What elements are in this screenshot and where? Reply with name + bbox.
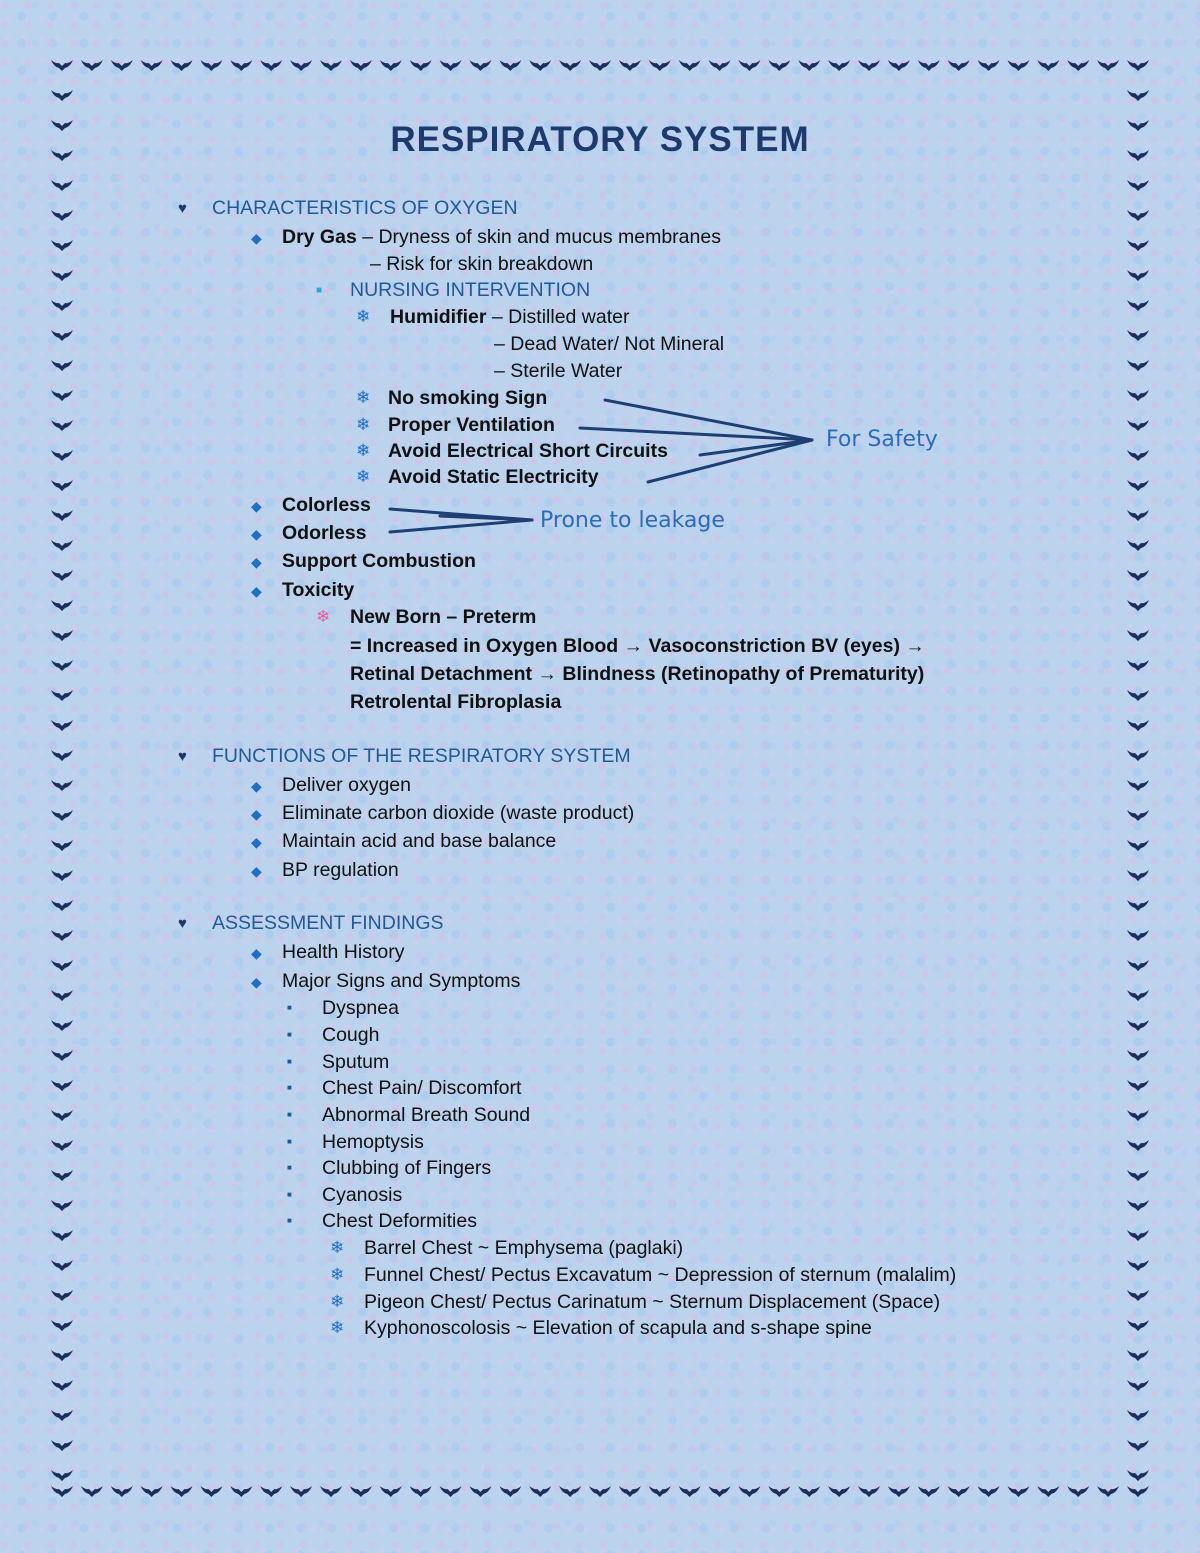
- section-heading-oxygen: CHARACTERISTICS OF OXYGEN: [212, 197, 518, 219]
- section-heading-functions: FUNCTIONS OF THE RESPIRATORY SYSTEM: [212, 745, 631, 767]
- symptom-item: Chest Deformities: [322, 1210, 477, 1232]
- humidifier-label: Humidifier: [390, 306, 487, 328]
- humidifier-line: [390, 305, 630, 329]
- function-item: Eliminate carbon dioxide (waste product): [282, 802, 635, 824]
- dry-gas-text-2: – Risk for skin breakdown: [370, 253, 594, 275]
- asterisk-bullet-icon: ❄: [356, 307, 371, 326]
- asterisk-bullet-icon: ❄: [330, 1292, 345, 1311]
- humidifier-text-2: – Dead Water/ Not Mineral: [494, 333, 725, 355]
- heart-bullet-icon: ♥: [178, 748, 187, 765]
- symptom-item: Chest Pain/ Discomfort: [322, 1077, 522, 1099]
- square-bullet-icon: ■: [287, 1163, 292, 1172]
- symptom-item: Abnormal Breath Sound: [322, 1104, 531, 1126]
- square-bullet-icon: ■: [287, 1190, 292, 1199]
- section-heading-assessment: ASSESSMENT FINDINGS: [212, 912, 444, 934]
- deformity-item: Pigeon Chest/ Pectus Carinatum ~ Sternum Displacement (Space): [364, 1291, 941, 1313]
- safety-item-no-smoking: No smoking Sign: [388, 387, 548, 409]
- diamond-bullet-icon: ◆: [251, 498, 262, 514]
- diamond-bullet-icon: ◆: [251, 834, 262, 850]
- nursing-intervention-heading: NURSING INTERVENTION: [350, 279, 591, 301]
- humidifier-text-3: – Sterile Water: [494, 360, 623, 382]
- safety-item-short-circuits: Avoid Electrical Short Circuits: [388, 440, 668, 462]
- property-colorless: Colorless: [282, 494, 371, 516]
- property-odorless: Odorless: [282, 522, 367, 544]
- toxicity-line-3: Retrolental Fibroplasia: [350, 691, 562, 713]
- asterisk-bullet-icon: ❄: [330, 1238, 345, 1257]
- square-bullet-icon: ■: [287, 1030, 292, 1039]
- deformity-item: Kyphonoscolosis ~ Elevation of scapula and s-shape spine: [364, 1317, 872, 1339]
- asterisk-bullet-icon: ❄: [356, 441, 371, 460]
- square-bullet-icon: ■: [287, 1110, 292, 1119]
- toxicity-line-2: Retinal Detachment → Blindness (Retinopathy of Prematurity): [350, 663, 925, 685]
- page-title: RESPIRATORY SYSTEM: [390, 120, 810, 159]
- humidifier-text: – Distilled water: [486, 306, 630, 328]
- assessment-item: Health History: [282, 941, 405, 963]
- dry-gas-label: Dry Gas: [282, 226, 357, 248]
- asterisk-bullet-icon: ❄: [356, 388, 371, 407]
- asterisk-bullet-icon: ❄: [356, 467, 371, 486]
- asterisk-bullet-icon: ❄: [330, 1318, 345, 1337]
- diamond-bullet-icon: ◆: [251, 945, 262, 961]
- symptom-item: Sputum: [322, 1051, 390, 1073]
- symptom-item: Cough: [322, 1024, 380, 1046]
- pink-asterisk-bullet-icon: ❄: [316, 607, 331, 626]
- safety-item-static: Avoid Static Electricity: [388, 466, 599, 488]
- symptom-item: Dyspnea: [322, 997, 399, 1019]
- square-bullet-icon: ■: [316, 285, 323, 296]
- square-bullet-icon: ■: [287, 1216, 292, 1225]
- square-bullet-icon: ■: [287, 1057, 292, 1066]
- diamond-bullet-icon: ◆: [251, 554, 262, 570]
- deformity-item: Funnel Chest/ Pectus Excavatum ~ Depression of sternum (malalim): [364, 1264, 957, 1286]
- safety-item-ventilation: Proper Ventilation: [388, 414, 555, 436]
- square-bullet-icon: ■: [287, 1137, 292, 1146]
- diamond-bullet-icon: ◆: [251, 778, 262, 794]
- dry-gas-text: – Dryness of skin and mucus membranes: [356, 226, 721, 248]
- prone-to-leakage-annotation: Prone to leakage: [540, 508, 725, 533]
- leakage-line-3: [440, 516, 532, 520]
- asterisk-bullet-icon: ❄: [330, 1265, 345, 1284]
- newborn-line: New Born – Preterm: [350, 606, 537, 628]
- property-combustion: Support Combustion: [282, 550, 476, 572]
- diamond-bullet-icon: ◆: [251, 806, 262, 822]
- function-item: Maintain acid and base balance: [282, 830, 557, 852]
- property-toxicity: Toxicity: [282, 579, 355, 601]
- diamond-bullet-icon: ◆: [251, 583, 262, 599]
- function-item: Deliver oxygen: [282, 774, 411, 796]
- safety-line-3: [700, 440, 812, 455]
- diamond-bullet-icon: ◆: [251, 230, 262, 246]
- diamond-bullet-icon: ◆: [251, 974, 262, 990]
- dry-gas-line: [282, 225, 721, 249]
- asterisk-bullet-icon: ❄: [356, 415, 371, 434]
- diamond-bullet-icon: ◆: [251, 863, 262, 879]
- function-item: BP regulation: [282, 859, 399, 881]
- safety-line-4: [648, 440, 812, 482]
- for-safety-annotation: For Safety: [826, 427, 938, 452]
- leakage-line-2: [390, 520, 532, 532]
- square-bullet-icon: ■: [287, 1003, 292, 1012]
- heart-bullet-icon: ♥: [178, 915, 187, 932]
- symptom-item: Clubbing of Fingers: [322, 1157, 492, 1179]
- toxicity-line-1: = Increased in Oxygen Blood → Vasoconstriction BV (eyes) →: [350, 635, 925, 657]
- symptom-item: Cyanosis: [322, 1184, 403, 1206]
- square-bullet-icon: ■: [287, 1083, 292, 1092]
- diamond-bullet-icon: ◆: [251, 526, 262, 542]
- symptom-item: Hemoptysis: [322, 1131, 424, 1153]
- heart-bullet-icon: ♥: [178, 200, 187, 217]
- assessment-item: Major Signs and Symptoms: [282, 970, 521, 992]
- deformity-item: Barrel Chest ~ Emphysema (paglaki): [364, 1237, 684, 1259]
